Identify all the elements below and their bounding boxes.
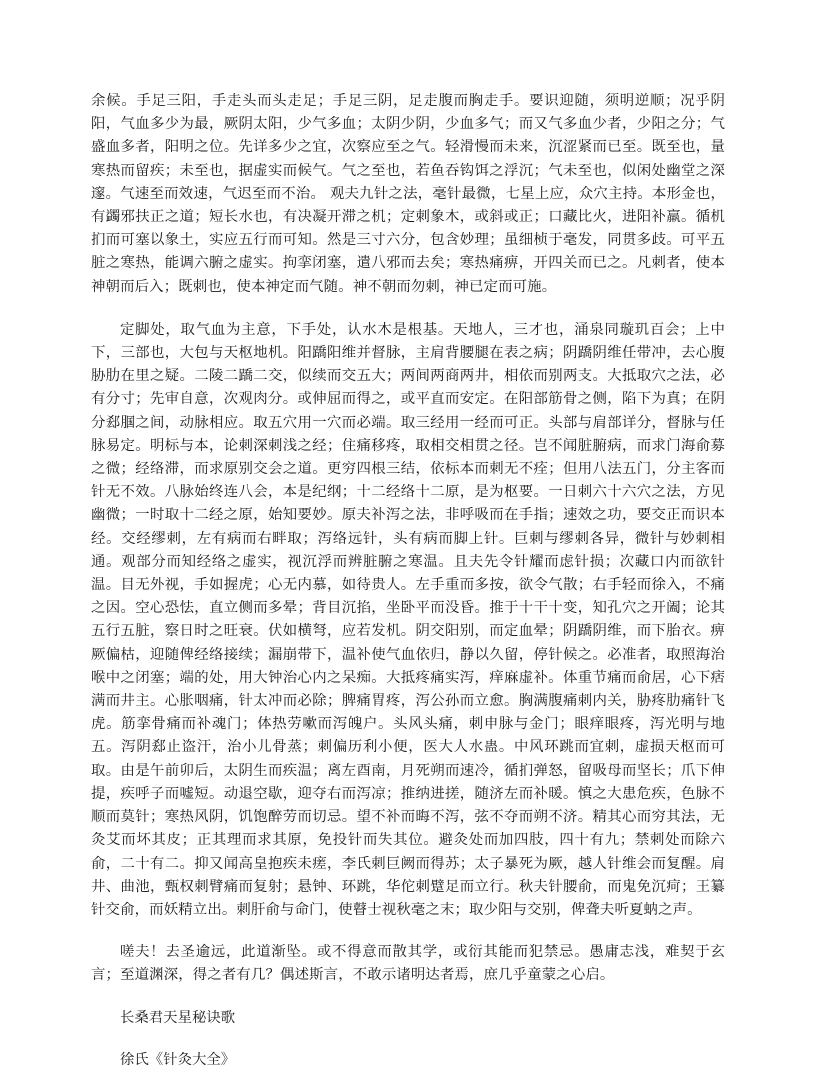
- document-page: [91, 90, 725, 1072]
- section-title: 长桑君天星秘诀歌: [120, 1009, 236, 1026]
- paragraph-2: 定脚处，取气血为主意，下手处，认水木是根基。天地人，三才也，涌泉同璇玑百会；上中下，三部也，大包与天枢地机。阳蹻阳维并督脉，主肩背腰腿在表之病；阴蹻阴维任带冲，去心腹胁肋在里之疑。二陵二蹻二交，似续而交五大；两间两商两井，相依而别两支。大抵取穴之法，必有分寸；先审自意，次观肉分。或伸屈而得之，或平直而安定。在阳部筋骨之侧，陷下为真；在阴分郄腘之间，动脉相应。取五穴用一穴而必端。取三经用一经而可正。头部与肩部详分，督脉与任脉易定。明标与本，论刺深刺浅之经；住痛移疼，取相交相贯之径。岂不闻脏腑病，而求门海俞募之微；经络滞，而求原别交会之道。更穷四根三结，依标本而刺无不痊；但用八法五门，分主客而针无不效。八脉始终连八会，本是纪纲；十二经络十二原，是为枢要。一日刺六十六穴之法，方见幽微；一时取十二经之原，始知要妙。原夫补泻之法，非呼吸而在手指；速效之功，要交正而识本经。交经缪刺，左有病而右畔取；泻络远针，头有病而脚上针。巨刺与缪刺各异，微针与妙刺相通。观部分而知经络之虚实，视沉浮而辨脏腑之寒温。且夫先令针耀而虑针损；次藏口内而欲针温。目无外视，手如握虎；心无内慕，如待贵人。左手重而多按，欲令气散；右手轻而徐入，不痛之因。空心恐怯，直立侧而多晕；背目沉掐，坐卧平而没昏。推于十干十变，知孔穴之开阖；论其五行五脏，察日时之旺衰。伏如横弩，应若发机。阴交阳别，而定血晕；阴蹻阴维，而下胎衣。痹厥偏枯，迎随俾经络接续；漏崩带下，温补使气血依归，静以久留，停针候之。必准者，取照海治喉中之闭塞；端的处，用大钟治心内之呆痴。大抵疼痛实泻，痒麻虚补。体重节痛而俞居，心下痞满而井主。心胀咽痛，针太冲而必除；脾痛胃疼，泻公孙而立愈。胸满腹痛刺内关，胁疼肋痛针飞虎。筋挛骨痛而补魂门；体热劳嗽而泻魄户。头风头痛，刺申脉与金门；眼痒眼疼，泻光明与地五。泻阴郄止盗汗，治小儿骨蒸；刺偏历利小便，医大人水蛊。中风环跳而宜刺，虚损天枢而可取。由是午前卯后，太阴生而疾温；离左酉南，月死朔而速冷，循扪弹怒，留吸母而坚长；爪下伸提，疾呼子而嘘短。动退空歇，迎夺右而泻凉；推纳进搓，随济左而补暖。慎之大患危疾，色脉不顺而莫针；寒热风阴，饥饱醉劳而切忌。望不补而晦不泻，弦不夺而朔不济。精其心而穷其法，无灸艾而坏其皮；正其理而求其原，免投针而失其位。避灸处而加四肢，四十有九；禁刺处而除六俞，二十有二。抑又闻高皇抱疾未瘥，李氏刺巨阙而得苏；太子暴死为厥，越人针维会而复醒。肩井、曲池，甄权刺臂痛而复射；悬钟、环跳，华佗刺躄足而立行。秋夫针腰俞，而鬼免沉疴；王纂针交俞，而妖精立出。刺肝俞与命门，使瞽士视秋毫之末；取少阳与交别，俾聋夫听夏蚋之声。: [91, 321, 725, 918]
- paragraph-1: 余候。手足三阳，手走头而头走足；手足三阴，足走腹而胸走手。要识迎随，须明逆顺；况乎阴阳，气血多少为最，厥阴太阳，少气多血；太阴少阴，少血多气；而又气多血少者，少阳之分；气盛血多者，阳明之位。先详多少之宜，次察应至之气。轻滑慢而未来，沉涩紧而已至。既至也，量寒热而留疾；未至也，据虚实而候气。气之至也，若鱼吞钩饵之浮沉；气未至也，似闲处幽堂之深邃。气速至而效速，气迟至而不治。 观夫九针之法，毫针最微，七星上应，众穴主持。本形金也，有蠲邪扶正之道；短长水也，有决凝开滞之机；定刺象木，或斜或正；口藏比火，进阳补羸。循机扪而可塞以象土，实应五行而可知。然是三寸六分，包含妙理；虽细桢于毫发，同贯多歧。可平五脏之寒热，能调六腑之虚实。拘挛闭塞，遣八邪而去矣；寒热痛痹，开四关而已之。凡刺者，使本神朝而后入；既刺也，使本神定而气随。神不朝而勿刺，神已定而可施。: [91, 93, 725, 295]
- source-line: 徐氏《针灸大全》: [120, 1051, 236, 1068]
- paragraph-3: 嗟夫！去圣逾远，此道渐坠。或不得意而散其学，或衍其能而犯禁忌。愚庸志浅，难契于玄言；至道渊深，得之者有几？偶述斯言，不敢示诸明达者焉，庶几乎童蒙之心启。: [91, 944, 725, 984]
- paragraph-gap: [91, 1030, 725, 1049]
- paragraph-gap: [91, 299, 725, 319]
- paragraph-gap: [91, 988, 725, 1007]
- paragraph-gap: [91, 922, 725, 941]
